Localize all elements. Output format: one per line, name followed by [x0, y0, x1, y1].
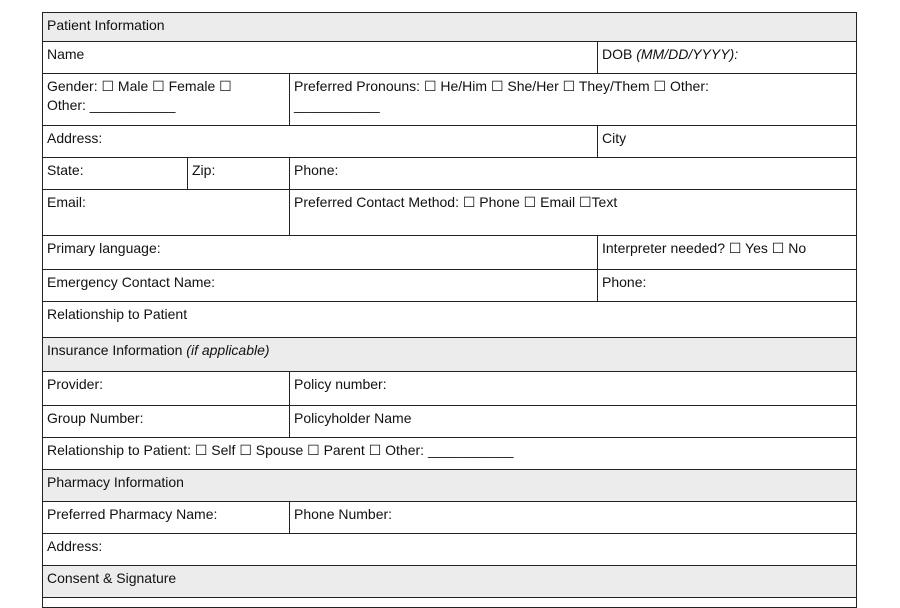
state-field[interactable]: State:: [47, 162, 84, 178]
zip-field[interactable]: Zip:: [187, 158, 289, 189]
patient-section-title: Patient Information: [47, 17, 165, 33]
relationship-row: [42, 302, 857, 338]
pronouns-field[interactable]: Preferred Pronouns: ☐ He/Him ☐ She/Her ☐ They/Them ☐ Other: ___________: [289, 74, 856, 125]
phone-field[interactable]: Phone:: [289, 158, 856, 189]
pharmacy-address-field[interactable]: Address:: [47, 538, 103, 554]
address-field[interactable]: Address:: [47, 130, 103, 146]
insurance-relationship-field[interactable]: Relationship to Patient: ☐ Self ☐ Spouse ☐ Parent ☐ Other: ___________: [47, 442, 514, 458]
insurance-relationship-row: [42, 438, 857, 470]
language-interpreter-row: [42, 236, 857, 270]
provider-field[interactable]: Provider:: [47, 376, 104, 392]
provider-policy-row: [42, 372, 857, 406]
group-holder-row: [42, 406, 857, 438]
pharmacy-address-row: [42, 534, 857, 566]
pharmacy-section-title: Pharmacy Information: [47, 474, 184, 490]
gender-pronouns-row: [42, 74, 857, 126]
policy-number-field[interactable]: Policy number:: [289, 372, 856, 405]
patient-section-header: [42, 12, 857, 42]
pharmacy-phone-field[interactable]: Phone Number:: [289, 502, 856, 533]
interpreter-field[interactable]: Interpreter needed? ☐ Yes ☐ No: [597, 236, 856, 269]
address-city-row: [42, 126, 857, 158]
insurance-section-header: [42, 338, 857, 372]
gender-field[interactable]: Gender: ☐ Male ☐ Female ☐ Other: ___________: [47, 78, 232, 113]
emergency-phone-field[interactable]: Phone:: [597, 270, 856, 301]
city-field[interactable]: City: [597, 126, 856, 157]
insurance-note: (if applicable): [186, 342, 270, 358]
dob-label: DOB: [602, 46, 637, 62]
emergency-contact-field[interactable]: Emergency Contact Name:: [47, 274, 216, 290]
insurance-section-title: [43, 338, 856, 371]
policyholder-field[interactable]: Policyholder Name: [289, 406, 856, 437]
consent-body-cell: [43, 598, 856, 607]
insurance-title: Insurance Information: [47, 342, 187, 358]
state-zip-phone-row: [42, 158, 857, 190]
email-contact-row: [42, 190, 857, 236]
email-field[interactable]: Email:: [47, 194, 86, 210]
pharmacy-name-field[interactable]: Preferred Pharmacy Name:: [47, 506, 218, 522]
name-dob-row: [42, 42, 857, 74]
consent-section-title: Consent & Signature: [47, 570, 177, 586]
emergency-contact-row: [42, 270, 857, 302]
primary-language-field[interactable]: Primary language:: [47, 240, 161, 256]
contact-method-field[interactable]: Preferred Contact Method: ☐ Phone ☐ Email ☐Text: [289, 190, 856, 235]
consent-section-header: [42, 566, 857, 598]
group-number-field[interactable]: Group Number:: [47, 410, 144, 426]
dob-field[interactable]: [597, 42, 856, 73]
pharmacy-name-phone-row: [42, 502, 857, 534]
pharmacy-section-header: [42, 470, 857, 502]
intake-form: [42, 12, 857, 608]
dob-format: (MM/DD/YYYY):: [636, 46, 739, 62]
name-field[interactable]: Name: [47, 46, 85, 62]
relationship-field[interactable]: Relationship to Patient: [47, 306, 188, 322]
